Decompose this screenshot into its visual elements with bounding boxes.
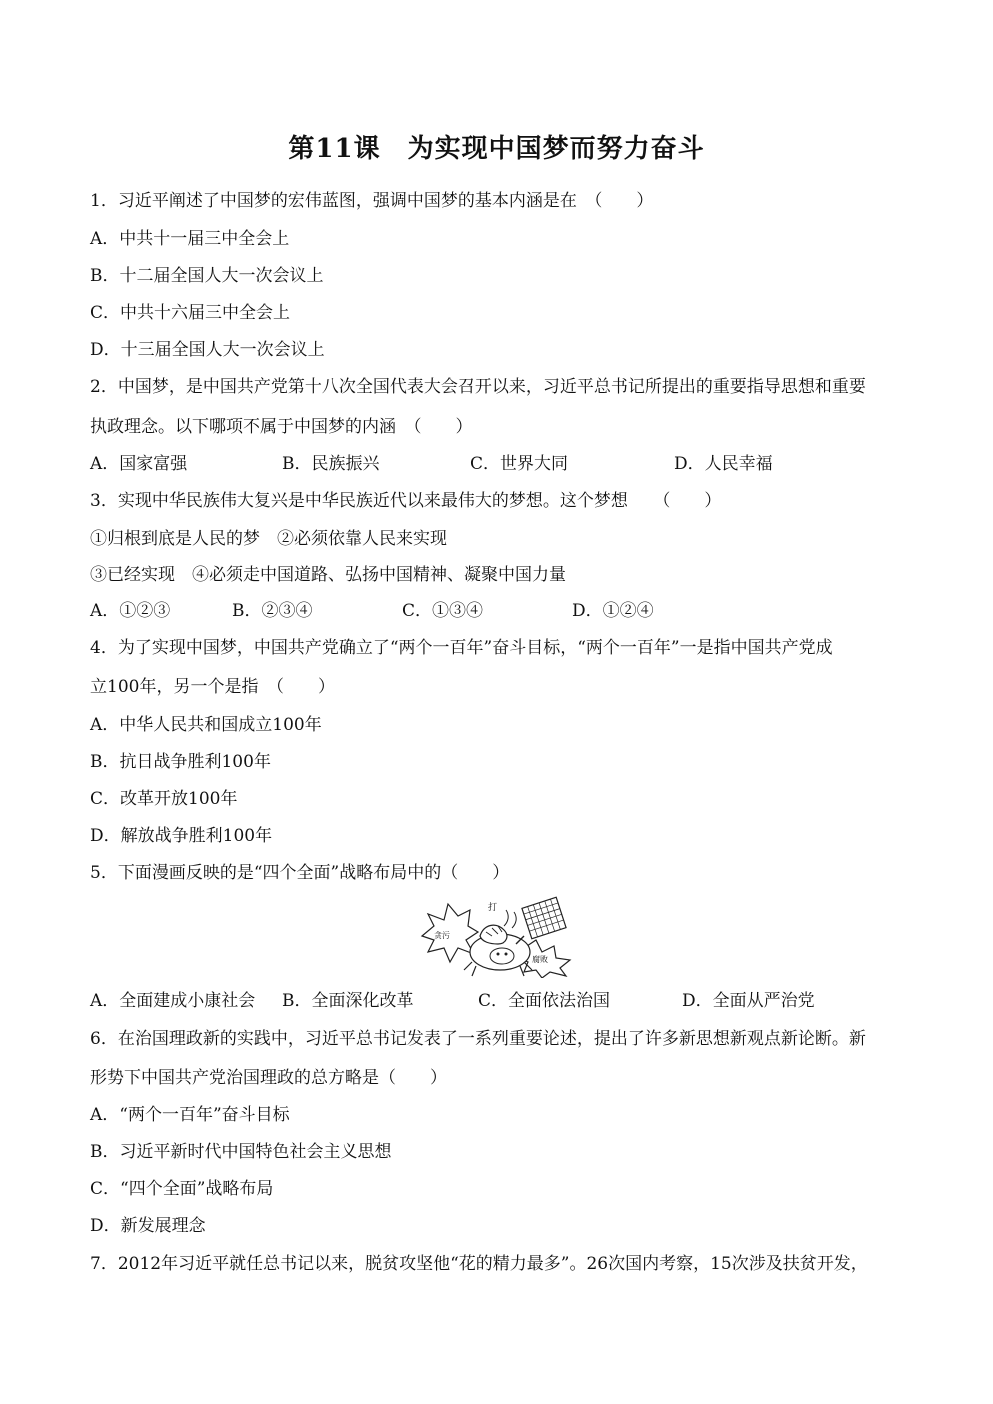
question-2-options bbox=[90, 453, 902, 475]
question-2-option-a: A．国家富强 bbox=[90, 454, 188, 474]
creature-eye-right bbox=[505, 953, 508, 956]
question-5-option-c: C．全面依法治国 bbox=[478, 991, 611, 1011]
question-4-stem-line-1: 4．为了实现中国梦，中国共产党确立了“两个一百年”奋斗目标，“两个一百年”一是指中国共产党成 bbox=[90, 638, 833, 658]
question-4-stem-line-2: 立100年，另一个是指 （ ） bbox=[90, 677, 335, 697]
motion-lines-shape bbox=[504, 910, 516, 928]
question-5-option-a: A．全面建成小康社会 bbox=[90, 991, 256, 1011]
question-2-option-b: B．民族振兴 bbox=[282, 454, 380, 474]
anti-corruption-cartoon bbox=[420, 896, 572, 978]
question-6-stem-line-2: 形势下中国共产党治国理政的总方略是（ ） bbox=[90, 1068, 447, 1088]
question-1-option-d: D．十三届全国人大一次会议上 bbox=[90, 340, 325, 360]
question-3-option-a: A．①②③ bbox=[90, 601, 171, 621]
question-6-option-d: D．新发展理念 bbox=[90, 1216, 206, 1236]
question-3-option-d: D．①②④ bbox=[572, 601, 654, 621]
question-6-option-c: C．“四个全面”战略布局 bbox=[90, 1179, 274, 1199]
question-3-option-b: B．②③④ bbox=[232, 601, 313, 621]
question-1-stem: 1．习近平阐述了中国梦的宏伟蓝图，强调中国梦的基本内涵是在 （ ） bbox=[90, 191, 654, 211]
page-title: 第11课 为实现中国梦而努力奋斗 bbox=[288, 134, 705, 164]
question-4-option-b: B．抗日战争胜利100年 bbox=[90, 752, 271, 772]
question-5-options bbox=[90, 990, 902, 1012]
cartoon-label-hit: 打 bbox=[488, 903, 498, 913]
question-4-option-c: C．改革开放100年 bbox=[90, 789, 238, 809]
question-4-option-d: D．解放战争胜利100年 bbox=[90, 826, 273, 846]
question-1-option-b: B．十二届全国人大一次会议上 bbox=[90, 266, 324, 286]
question-5-stem: 5．下面漫画反映的是“四个全面”战略布局中的（ ） bbox=[90, 863, 510, 883]
question-4-option-a: A．中华人民共和国成立100年 bbox=[90, 715, 322, 735]
creature-eye-left bbox=[497, 953, 500, 956]
question-6-stem-line-1: 6．在治国理政新的实践中，习近平总书记发表了一系列重要论述，提出了许多新思想新观点新论断。新 bbox=[90, 1029, 866, 1049]
question-2-option-d: D．人民幸福 bbox=[674, 454, 773, 474]
fist-shape bbox=[480, 925, 507, 944]
question-2-option-c: C．世界大同 bbox=[470, 454, 569, 474]
cartoon-label-graft: 贪污 bbox=[434, 931, 450, 940]
question-2-stem-line-1: 2．中国梦，是中国共产党第十八次全国代表大会召开以来，习近平总书记所提出的重要指导思想和重要 bbox=[90, 377, 866, 397]
question-3-option-c: C．①③④ bbox=[402, 601, 484, 621]
question-6-option-a: A．“两个一百年”奋斗目标 bbox=[90, 1105, 290, 1125]
question-3-options bbox=[90, 600, 902, 622]
cartoon-label-corruption: 腐败 bbox=[532, 955, 548, 964]
question-5-option-d: D．全面从严治党 bbox=[682, 991, 815, 1011]
question-3-statements-line-2: ③已经实现 ④必须走中国道路、弘扬中国精神、凝聚中国力量 bbox=[90, 565, 566, 585]
question-1-option-c: C．中共十六届三中全会上 bbox=[90, 303, 291, 323]
question-2-stem-line-2: 执政理念。以下哪项不属于中国梦的内涵 （ ） bbox=[90, 417, 473, 437]
net-grid-shape bbox=[522, 897, 566, 939]
question-7-stem-line-1: 7．2012年习近平就任总书记以来，脱贫攻坚他“花的精力最多”。26次国内考察，15次涉及扶贫开发， bbox=[90, 1254, 868, 1274]
question-3-statements-line-1: ①归根到底是人民的梦 ②必须依靠人民来实现 bbox=[90, 529, 447, 549]
question-1-option-a: A．中共十一届三中全会上 bbox=[90, 229, 290, 249]
question-5-option-b: B．全面深化改革 bbox=[282, 991, 414, 1011]
question-6-option-b: B．习近平新时代中国特色社会主义思想 bbox=[90, 1142, 392, 1162]
question-3-stem: 3．实现中华民族伟大复兴是中华民族近代以来最伟大的梦想。这个梦想 （ ） bbox=[90, 491, 722, 511]
